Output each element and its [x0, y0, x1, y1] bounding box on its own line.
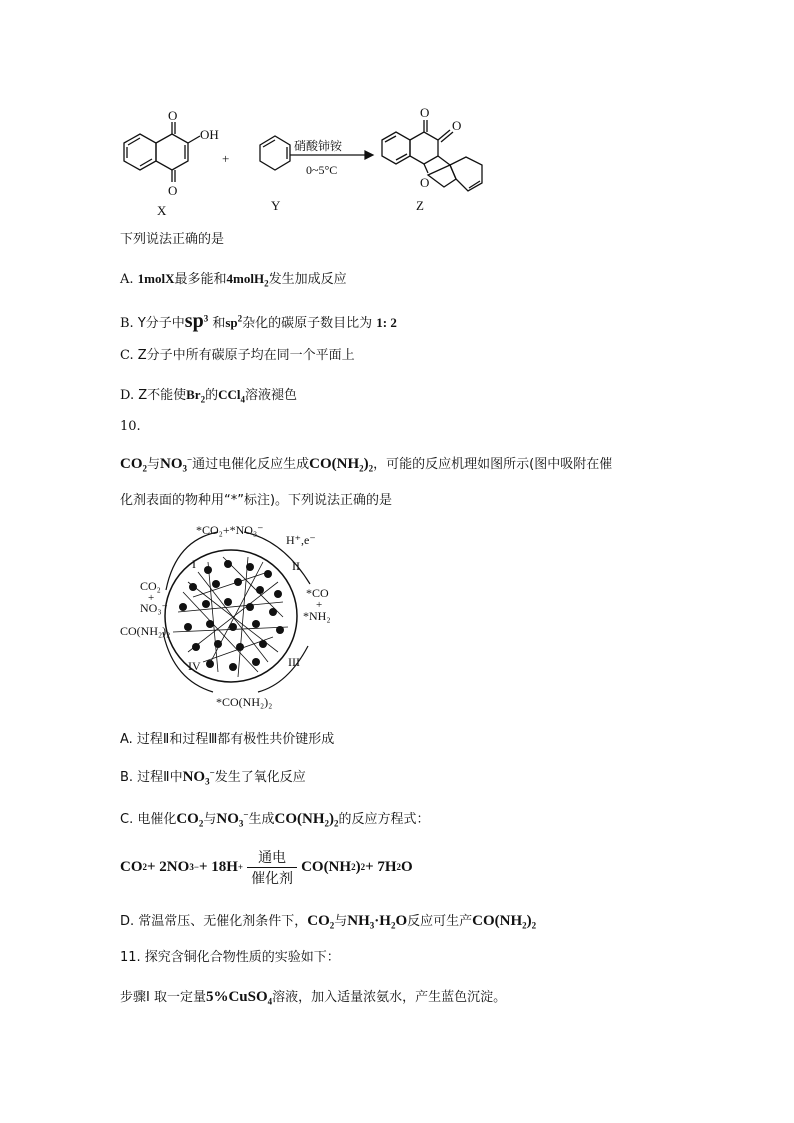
z-ring-oxygen: O	[420, 175, 430, 190]
q10-option-c: C. 电催化$CO_2$与$NO_3^-$生成$CO(NH_2)_2$的反应方程式：	[120, 809, 430, 829]
z-oxygen-1: O	[420, 105, 430, 120]
step-i: I	[192, 557, 196, 571]
q9-option-a: A. 1molX最多能和4molH$_2$发生加成反应	[120, 271, 347, 289]
q10-number: 10.	[120, 419, 141, 434]
z-oxygen-2: O	[452, 118, 462, 133]
left-no3: NO₃⁻	[140, 601, 168, 615]
h-electron: H⁺,e⁻	[286, 533, 316, 547]
q10-stem-line2: 化剂表面的物种用“*”标注)。下列说法正确的是	[120, 493, 393, 508]
reaction-condition: 通电 催化剂	[247, 847, 297, 888]
q9-stem: 下列说法正确的是	[120, 232, 225, 247]
species-top: *CO₂+*NO₃⁻	[196, 523, 264, 537]
right-co: *CO	[306, 586, 329, 600]
q10-option-a: A. 过程Ⅱ和过程Ⅲ都有极性共价键形成	[120, 732, 335, 747]
q9-option-d: D. Z不能使$Br_2$的CCl$_4$溶液褪色	[120, 387, 298, 405]
left-plus: +	[148, 592, 155, 604]
right-nh2: *NH₂	[303, 609, 331, 623]
left-urea: CO(NH₂)₂	[120, 624, 171, 638]
q10-option-d: D. 常温常压、无催化剂条件下，$CO_2$与$NH_3\cdot H_2O$反应可生产$CO(NH_2)_2$	[120, 913, 537, 931]
molecule-x	[124, 122, 200, 182]
left-co2: CO₂	[140, 579, 161, 593]
condition-label: 0~5°C	[306, 163, 338, 177]
reaction-scheme	[110, 95, 510, 220]
q11-stem: 11. 探究含铜化合物性质的实验如下：	[120, 950, 340, 965]
option-letter: A.	[120, 272, 134, 287]
label-z: Z	[416, 198, 424, 213]
molecule-z	[382, 120, 482, 191]
plus-sign: +	[222, 151, 230, 166]
step-iv: IV	[188, 659, 201, 673]
x-top-oxygen: O	[168, 108, 178, 123]
q9-option-c: C. Z分子中所有碳原子均在同一个平面上	[120, 348, 355, 363]
step-ii: II	[292, 559, 300, 573]
mechanism-diagram	[118, 512, 358, 712]
species-bottom: *CO(NH₂)₂	[216, 695, 273, 709]
x-hydroxyl: OH	[200, 127, 219, 142]
reagent-label: 硝酸铈铵	[294, 139, 343, 153]
q10-stem-line1: $CO_2$与$NO_3^-$通过电催化反应生成$CO(NH_2)_2$，可能的反应机理如图所示(图中吸附在催	[120, 454, 613, 474]
electrocatalysis-equation: CO 2 + 2NO 3 − + 18H + 通电 催化剂 CO(NH 2 ) 2 + 7H 2 O	[120, 845, 413, 895]
catalyst-sphere	[165, 550, 297, 682]
right-plus: +	[316, 599, 323, 611]
label-x: X	[157, 203, 167, 218]
molecule-y	[260, 136, 290, 170]
q10-option-b: B. 过程Ⅱ中$NO_3^-$发生了氧化反应	[120, 767, 306, 787]
q9-option-b: B. Y分子中$sp^3$ 和$sp^2$杂化的碳原子数目比为 1: 2	[120, 310, 397, 332]
x-bottom-oxygen: O	[168, 183, 178, 198]
q11-step1: 步骤Ⅰ 取一定量5%CuSO$_4$溶液，加入适量浓氨水，产生蓝色沉淀。	[120, 989, 507, 1007]
label-y: Y	[271, 198, 281, 213]
step-iii: III	[288, 655, 300, 669]
